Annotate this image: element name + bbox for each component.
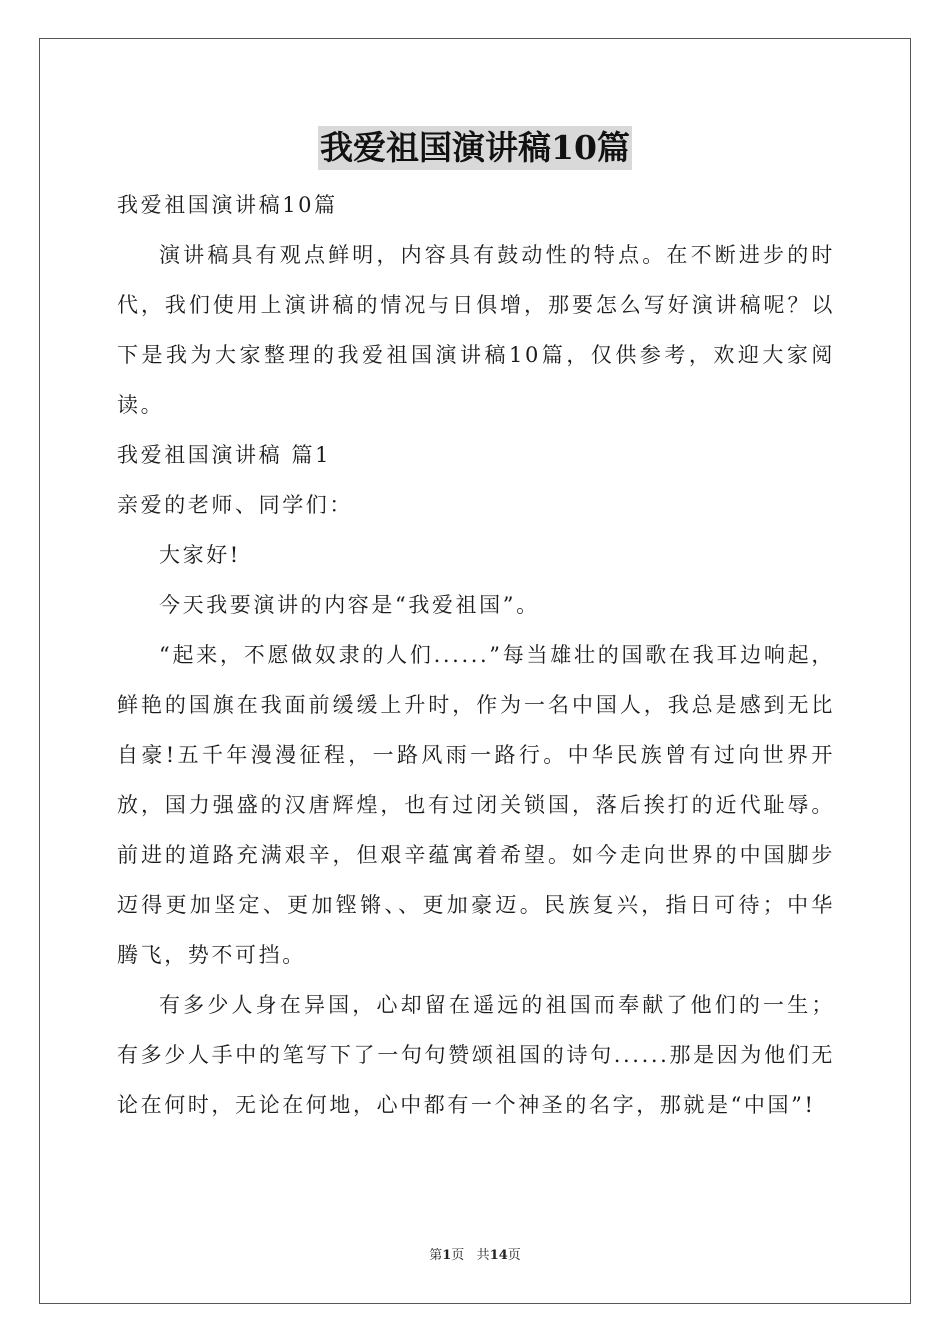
page-total: 14 — [489, 1248, 508, 1263]
page-suffix: 页 — [451, 1248, 465, 1263]
paragraph-intro: 演讲稿具有观点鲜明，内容具有鼓动性的特点。在不断进步的时代，我们使用上演讲稿的情况与日俱增，那要怎么写好演讲稿呢？以下是我为大家整理的我爱祖国演讲稿10篇，仅供参考，欢迎大家阅读。 — [117, 243, 835, 417]
paragraph-greeting: 大家好! — [159, 543, 241, 567]
title-container — [0, 126, 950, 170]
page-prefix: 第 — [429, 1248, 443, 1263]
paragraph-subtitle: 我爱祖国演讲稿10篇 — [117, 193, 338, 217]
page-current: 1 — [442, 1248, 452, 1263]
paragraph-body-1: “起来，不愿做奴隶的人们......”每当雄壮的国歌在我耳边响起，鲜艳的国旗在我面前缓缓上升时，作为一名中国人，我总是感到无比自豪!五千年漫漫征程，一路风雨一路行。中华民族曾有过向世界开放，国力强盛的汉唐辉煌，也有过闭关锁国，落后挨打的近代耻辱。前进的道路充满艰辛，但艰辛蕴寓着希望。如今走向世界的中国脚步迈得更加坚定、更加铿锵、、更加豪迈。民族复兴，指日可待；中华腾飞，势不可挡。 — [117, 643, 835, 967]
page-footer — [0, 1246, 950, 1266]
paragraph-body-2: 有多少人身在异国，心却留在遥远的祖国而奉献了他们的一生；有多少人手中的笔写下了一句句赞颂祖国的诗句......那是因为他们无论在何时，无论在何地，心中都有一个神圣的名字，那就是“中国”! — [117, 993, 835, 1117]
paragraph-topic: 今天我要演讲的内容是“我爱祖国”。 — [159, 593, 540, 617]
document-title: 我爱祖国演讲稿10篇 — [318, 126, 632, 170]
paragraph-salutation: 亲爱的老师、同学们： — [117, 493, 353, 517]
section-heading: 我爱祖国演讲稿 篇1 — [117, 443, 332, 467]
total-suffix: 页 — [507, 1248, 521, 1263]
total-prefix: 共 — [476, 1248, 490, 1263]
document-body — [117, 180, 835, 1130]
